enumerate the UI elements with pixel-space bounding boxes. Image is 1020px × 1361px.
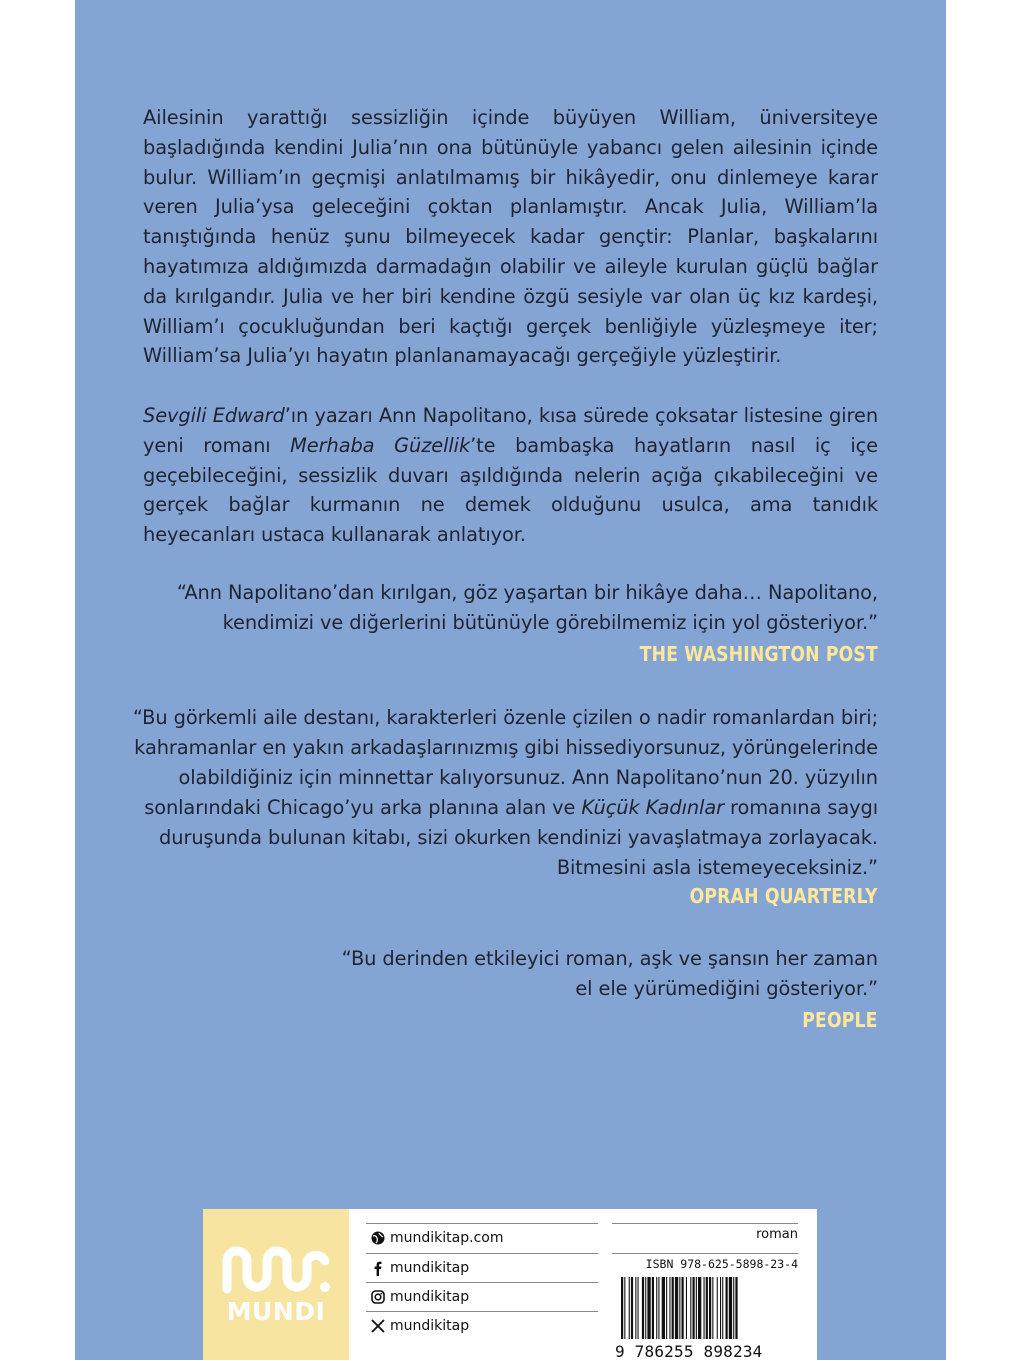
x-handle[interactable]: mundikitap xyxy=(390,1318,470,1334)
globe-icon xyxy=(370,1230,386,1246)
mundi-wave-logo-icon xyxy=(221,1239,333,1295)
publisher-footer xyxy=(203,1209,817,1360)
barcode-bar xyxy=(666,1277,667,1339)
synopsis-text: ’te bambaşka hayatların nasıl iç içe geçebileceğini, sessizlik duvarı aşıldığında nelerin açığa çıkabileceğini ve gerçek bağlar kurmanın ne demek olduğunu usulca, ama tanıdık heyecanları ustaca kullanarak anlatıyor. xyxy=(143,433,879,547)
website-link[interactable]: mundikitap.com xyxy=(390,1230,504,1246)
barcode-bar xyxy=(652,1277,654,1339)
facebook-icon xyxy=(370,1260,386,1276)
book-title-merhaba-guzellik: Merhaba Güzellik xyxy=(290,433,471,457)
barcode-bar xyxy=(679,1277,680,1339)
mundi-logo xyxy=(203,1209,349,1360)
synopsis xyxy=(143,103,878,371)
barcode-bar xyxy=(704,1277,705,1339)
book-title-kucuk-kadinlar: Küçük Kadınlar xyxy=(581,796,724,819)
blurb-quote-1 xyxy=(177,578,878,638)
quote-line: “Bu derinden etkileyici roman, aşk ve şansın her zaman xyxy=(341,947,878,970)
barcode-number: 9 786255 898234 xyxy=(615,1342,763,1361)
barcode-bar xyxy=(717,1277,718,1339)
x-icon xyxy=(370,1318,386,1334)
barcode-bar xyxy=(726,1277,728,1339)
facebook-handle[interactable]: mundikitap xyxy=(390,1260,470,1276)
quote-source-washington-post: THE WASHINGTON POST xyxy=(639,642,878,666)
barcode-bar xyxy=(635,1277,636,1339)
barcode-bar xyxy=(686,1277,687,1339)
synopsis-paragraph-1: Ailesinin yarattığı sessizliğin içinde büyüyen William, üniversiteye başladığında kendini Julia’nın ona bütünüyle yabancı gelen ailesinin içinde bulur. William’ın geçmişi anlatılmamış bir hikâyedir, onu dinlemeye karar veren Julia’ysa geleceğini çoktan planlamıştır. Ancak Julia, William’la tanıştığında henüz şunu bilmeyecek kadar gençtir: Planlar, başkalarını hayatımıza aldığımızda darmadağın olabilir ve aileyle kurulan güçlü bağlar da kırılgandır. Julia ve her biri kendine özgü sesiyle var olan üç kız kardeşi, William’ı çocukluğundan beri kaçtığı gerçek benliğiyle yüzleşmeye iter; William’sa Julia’yı hayatın planlanamayacağı gerçeğiyle yüzleştirir. xyxy=(143,106,878,368)
quote-line: “Ann Napolitano’dan kırılgan, göz yaşartan bir hikâye daha… Napolitano, xyxy=(176,581,878,604)
x-row[interactable] xyxy=(366,1311,598,1342)
genre-label: roman xyxy=(612,1223,798,1242)
barcode-bar xyxy=(720,1277,721,1339)
book-title-sevgili-edward: Sevgili Edward xyxy=(143,404,285,427)
barcode-bar xyxy=(735,1277,737,1339)
quote-line: duruşunda bulunan kitabı, sizi okurken kendinizi yavaşlatmaya zorlayacak. xyxy=(159,826,878,849)
barcode-bar xyxy=(696,1277,697,1339)
barcode-bar xyxy=(669,1277,670,1339)
barcode-bar xyxy=(729,1277,732,1339)
synopsis-paragraph-2 xyxy=(143,401,878,550)
barcode-bar xyxy=(709,1277,711,1339)
barcode-bar xyxy=(693,1277,695,1339)
barcode-bar xyxy=(645,1277,646,1339)
barcode-bar xyxy=(682,1277,684,1339)
quote-source-people: PEOPLE xyxy=(802,1008,878,1032)
barcode-bar xyxy=(656,1277,657,1339)
quote-line: Bitmesini asla istemeyeceksiniz.” xyxy=(556,856,878,879)
instagram-icon xyxy=(370,1289,386,1305)
barcode-bar xyxy=(675,1277,678,1339)
barcode-bar xyxy=(712,1277,713,1339)
quote-source-oprah-quarterly: OPRAH QUARTERLY xyxy=(689,884,878,908)
quote-line: “Bu görkemli aile destanı, karakterleri özenle çizilen o nadir romanlardan biri; xyxy=(132,706,878,729)
barcode-bar xyxy=(706,1277,708,1339)
website-row[interactable] xyxy=(366,1223,598,1254)
quote-line: kendimizi ve diğerlerini bütünüyle görebilmemiz için yol gösteriyor.” xyxy=(222,611,878,634)
instagram-handle[interactable]: mundikitap xyxy=(390,1289,470,1305)
barcode-bar xyxy=(624,1277,625,1339)
barcode-bar xyxy=(621,1277,623,1339)
barcode xyxy=(621,1277,791,1339)
barcode-bar xyxy=(638,1277,639,1339)
quote-line xyxy=(133,793,878,823)
synopsis-text: ’ın yazarı Ann Napolitano, kısa sürede çoksatar listesine giren yeni romanı xyxy=(143,404,879,457)
quote-text: sonlarındaki Chicago’yu arka planına alan ve xyxy=(144,796,582,819)
barcode-bar xyxy=(733,1277,734,1339)
facebook-row[interactable] xyxy=(366,1253,598,1284)
barcode-bar xyxy=(662,1277,665,1339)
barcode-bar xyxy=(647,1277,650,1339)
quote-line: olabildiğiniz için minnettar kalıyorsunuz. Ann Napolitano’nun 20. yüzyılın xyxy=(178,766,878,789)
logo-wordmark: MUNDI xyxy=(226,1297,326,1326)
isbn-label: ISBN 978-625-5898-23-4 xyxy=(612,1253,798,1271)
barcode-bar xyxy=(642,1277,644,1339)
instagram-row[interactable] xyxy=(366,1282,598,1313)
barcode-bar xyxy=(629,1277,630,1339)
barcode-bar xyxy=(658,1277,659,1339)
barcode-bar xyxy=(690,1277,691,1339)
barcode-bar xyxy=(722,1277,723,1339)
barcode-bar xyxy=(631,1277,633,1339)
quote-text: romanına saygı xyxy=(723,796,878,819)
quote-line: kahramanlar en yakın arkadaşlarınızmış gibi hissediyorsunuz, yörüngelerinde xyxy=(134,736,878,759)
barcode-bar xyxy=(672,1277,674,1339)
blurb-quote-3 xyxy=(342,944,878,1004)
blurb-quote-2 xyxy=(133,703,878,883)
barcode-bar xyxy=(698,1277,701,1339)
quote-line: el ele yürümediğini gösteriyor.” xyxy=(575,977,878,1000)
